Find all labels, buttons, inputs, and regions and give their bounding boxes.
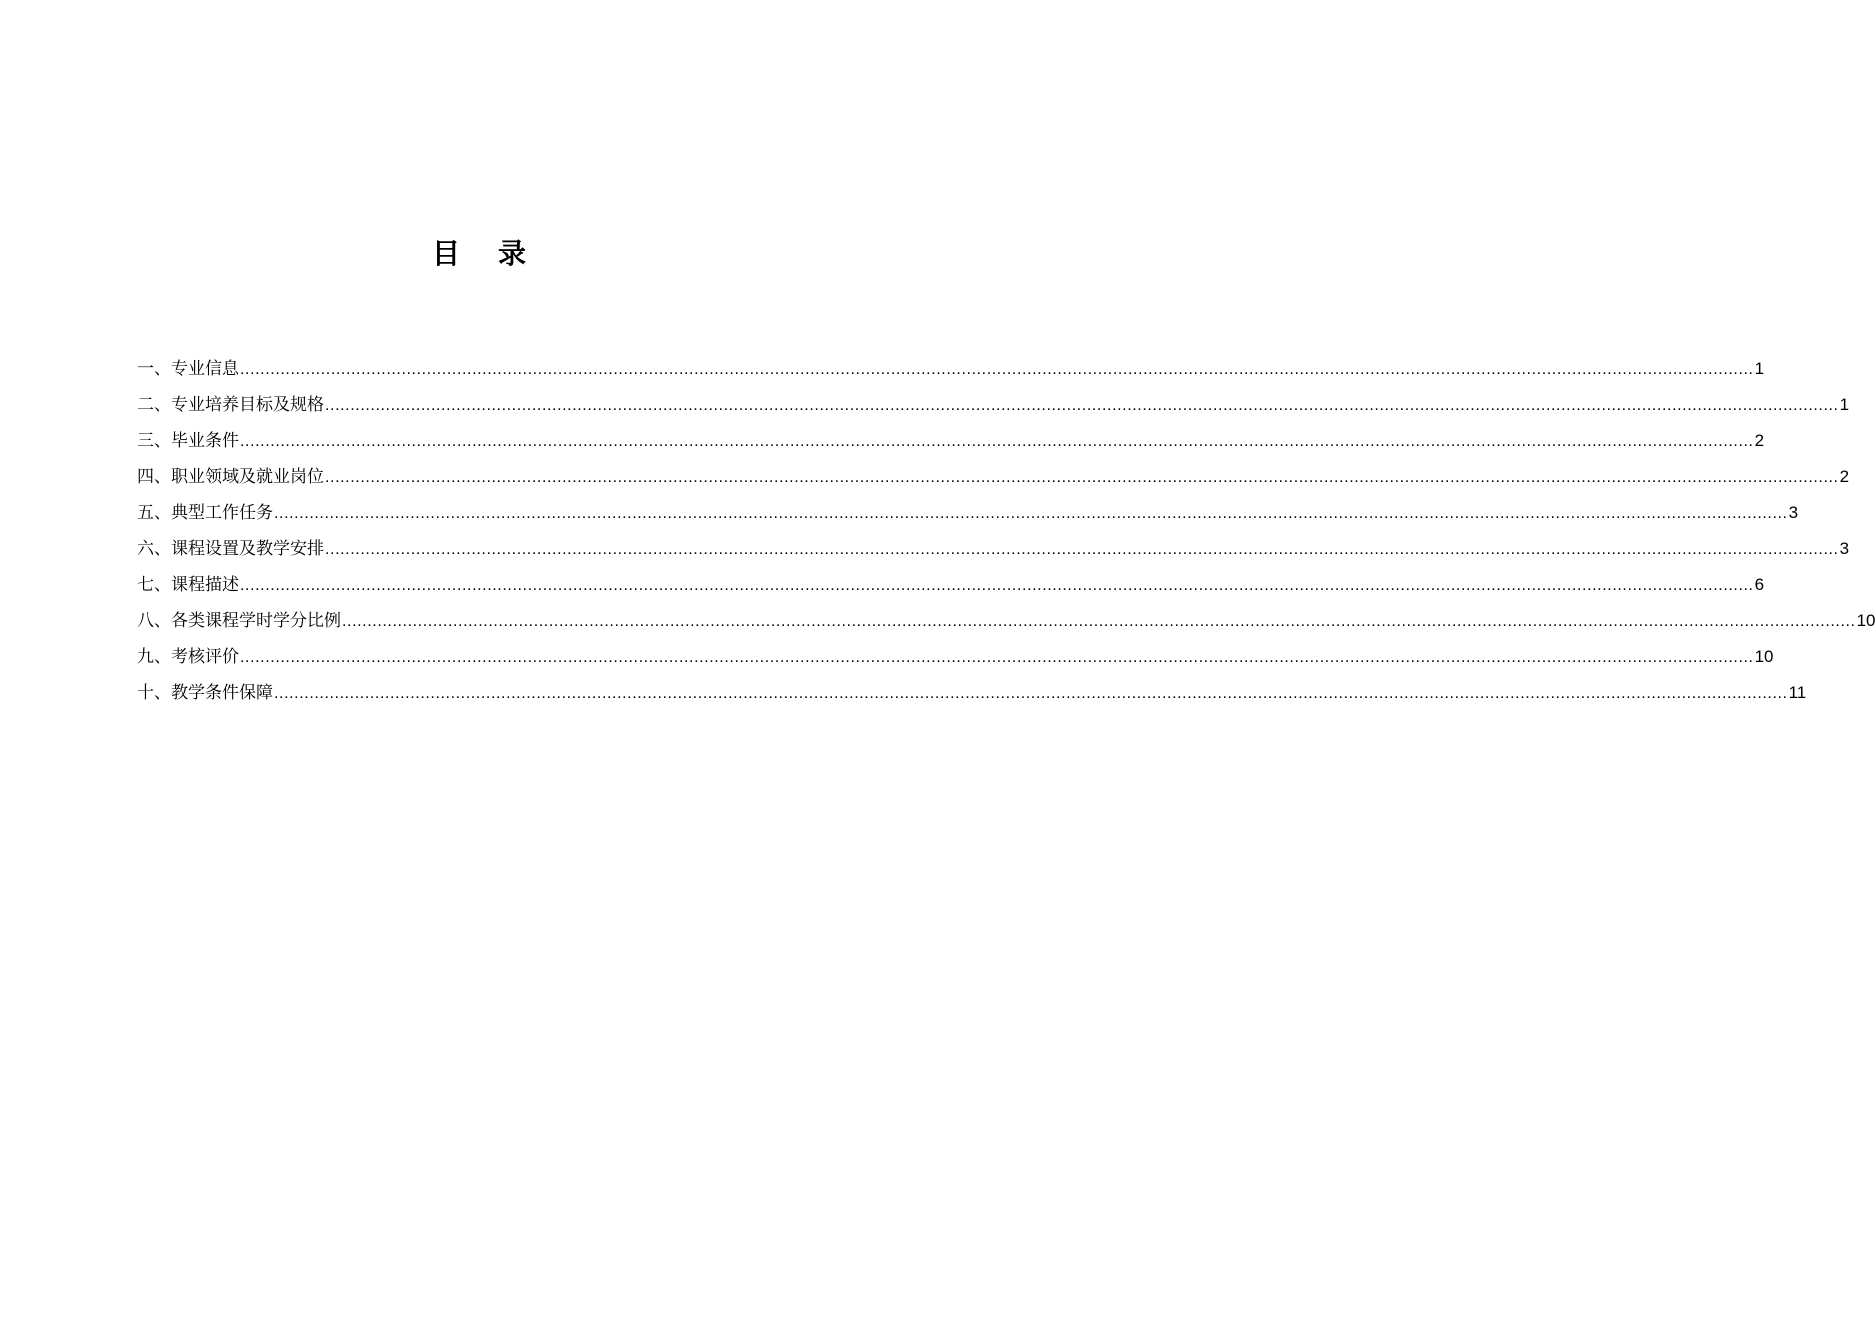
toc-dot-leader: ............................................................................................................................................................................................................................................................................................................ (240, 577, 1754, 594)
toc-entry-label: 五、典型工作任务 (137, 503, 273, 523)
toc-entry-label: 六、课程设置及教学安排 (137, 539, 324, 559)
toc-entry[interactable] (137, 351, 1765, 387)
toc-entry[interactable] (137, 567, 1765, 603)
toc-entry-page: 2 (1839, 467, 1850, 486)
toc-dot-leader: ............................................................................................................................................................................................................................................................................................................ (240, 433, 1754, 450)
toc-entry[interactable] (137, 387, 1850, 423)
toc-entry-label: 八、各类课程学时学分比例 (137, 611, 341, 631)
toc-entry-page: 11 (1788, 683, 1807, 702)
toc-entry[interactable] (137, 495, 1799, 531)
toc-entry[interactable] (137, 423, 1765, 459)
toc-dot-leader: ............................................................................................................................................................................................................................................................................................................ (274, 505, 1788, 522)
toc-entry-page: 1 (1839, 395, 1850, 414)
toc-dot-leader: ............................................................................................................................................................................................................................................................................................................ (240, 649, 1754, 666)
toc-dot-leader: ............................................................................................................................................................................................................................................................................................................ (240, 361, 1754, 378)
toc-dot-leader: ............................................................................................................................................................................................................................................................................................................ (342, 613, 1856, 630)
toc-list (137, 351, 1876, 711)
toc-dot-leader: ............................................................................................................................................................................................................................................................................................................ (274, 685, 1788, 702)
toc-entry-label: 十、教学条件保障 (137, 683, 273, 703)
toc-entry-page: 1 (1754, 359, 1765, 378)
toc-entry-label: 三、毕业条件 (137, 431, 239, 451)
toc-entry-label: 二、专业培养目标及规格 (137, 395, 324, 415)
toc-entry-page: 3 (1788, 503, 1799, 522)
toc-dot-leader: ............................................................................................................................................................................................................................................................................................................ (325, 541, 1839, 558)
toc-entry-label: 四、职业领域及就业岗位 (137, 467, 324, 487)
toc-entry-page: 10 (1856, 611, 1876, 630)
toc-entry-label: 一、专业信息 (137, 359, 239, 379)
toc-entry-page: 3 (1839, 539, 1850, 558)
toc-entry-label: 七、课程描述 (137, 575, 239, 595)
toc-entry[interactable] (137, 531, 1850, 567)
toc-dot-leader: ............................................................................................................................................................................................................................................................................................................ (325, 469, 1839, 486)
toc-entry-page: 6 (1754, 575, 1765, 594)
toc-entry[interactable] (137, 603, 1876, 639)
toc-entry[interactable] (137, 675, 1807, 711)
toc-entry-label: 九、考核评价 (137, 647, 239, 667)
toc-entry[interactable] (137, 639, 1774, 675)
toc-entry-page: 10 (1754, 647, 1774, 666)
toc-entry-page: 2 (1754, 431, 1765, 450)
toc-title: 目录 (431, 237, 564, 270)
toc-dot-leader: ............................................................................................................................................................................................................................................................................................................ (325, 397, 1839, 414)
toc-entry[interactable] (137, 459, 1850, 495)
